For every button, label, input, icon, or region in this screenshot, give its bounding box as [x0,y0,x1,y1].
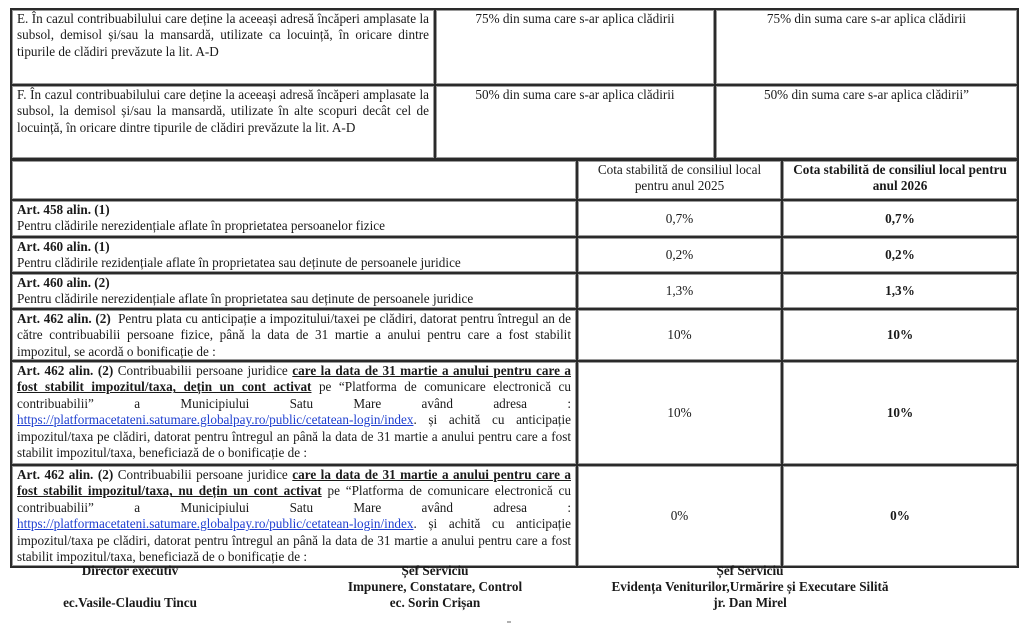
table-row [11,200,1018,237]
article-text-mid: pe “Platforma de comunicare electronică cu contribuabilii” a Municipiului Satu Mare având adresa : [17,379,572,411]
table-header-row [11,160,1018,200]
signature-name: ec. Sorin Crișan [389,595,481,610]
table-row-e [11,9,1018,85]
platform-link[interactable]: https://platformacetateni.satumare.globalpay.ro/public/cetatean-login/index [17,412,414,428]
article-ref: Art. 462 alin. (2) [17,363,114,379]
row-description [11,309,577,361]
article-ref: Art. 462 alin. (2) [17,310,111,326]
article-ref: Art. 460 alin. (1) [17,239,110,254]
row-e-label: E. În cazul contribuabilului care deține la aceeași adresă încăperi amplasate la subsol, demisol și/sau la mansardă, utilizate ca locuință, în oricare dintre tipurile de clădiri prevăzute la lit. A-D [11,9,435,85]
header-2025: Cota stabilită de consiliul local pentru anul 2025 [577,160,782,200]
signature-department: Impunere, Constatare, Control [347,579,523,594]
article-text: Pentru clădirile nerezidențiale aflate în proprietatea sau deținute de persoanele juridice [17,291,474,307]
row-description [11,273,577,309]
signature-title: Director executiv [81,563,179,578]
signature-department: Evidența Veniturilor,Urmărire și Executare Silită [611,579,889,594]
table-row [11,309,1018,361]
signature-director [40,563,220,611]
table-row [11,361,1018,465]
value-2026: 1,3% [782,273,1018,309]
signature-title: Șef Serviciu [401,563,469,578]
signature-name: jr. Dan Mirel [713,595,787,610]
value-2026: 0,2% [782,237,1018,273]
signature-sef-evidenta [560,563,940,611]
row-f-value-2026: 50% din suma care s-ar aplica clădirii” [715,85,1018,159]
value-2025: 0% [577,465,782,567]
value-2025: 10% [577,309,782,361]
row-f-value-2025: 50% din suma care s-ar aplica clădirii [435,85,715,159]
article-text-emphasis: care la data de 31 martie a anului pentru care a fost stabilit impozitul/taxa, nu dețin un cont activat [17,467,571,499]
row-description [11,465,577,567]
article-ref: Art. 458 alin. (1) [17,202,110,217]
row-e-value-2025: 75% din suma care s-ar aplica clădirii [435,9,715,85]
article-ref: Art. 460 alin. (2) [17,275,110,290]
signature-name: ec.Vasile-Claudiu Tincu [63,595,197,610]
value-2025: 1,3% [577,273,782,309]
tax-rate-table-container [10,8,1017,568]
tax-rate-table-top [10,8,1019,160]
platform-link[interactable]: https://platformacetateni.satumare.globalpay.ro/public/cetatean-login/index [17,516,414,532]
table-row [11,273,1018,309]
row-description [11,237,577,273]
table-row [11,465,1018,567]
header-empty-cell [11,160,577,200]
article-text: Pentru clădirile rezidențiale aflate în proprietatea sau deținute de persoanele juridice [17,255,461,271]
signature-title: Șef Serviciu [716,563,784,578]
article-text-mid: pe “Platforma de comunicare electronică cu contribuabilii” a Municipiului Satu Mare având adresa : [17,483,571,515]
article-text-emphasis: care la data de 31 martie a anului pentru care a fost stabilit impozitul/taxa, dețin un cont activat [17,363,571,395]
article-text: Pentru plata cu anticipație a impozitului/taxei pe clădiri, datorat pentru întregul an de către contribuabilii persoane fizice, până la data de 31 martie a anului pentru care a fost stabilit impozitul, se acordă o bonificație de : [17,310,575,359]
article-text-post: . și achită cu anticipație impozitul/taxa pe clădiri, datorat pentru întregul an până la data de 31 martie a anului pentru care a fost stabilit impozitul/taxa, beneficiază de o bonificație de : [17,412,571,461]
signature-sef-impunere [310,563,560,611]
row-description [11,200,577,237]
article-ref: Art. 462 alin. (2) [17,467,114,483]
article-text-post: . și achită cu anticipație impozitul/taxa pe clădiri, datorat pentru întregul an până la data de 31 martie a anului pentru care a fost stabilit impozitul/taxa, beneficiază de o bonificație de : [17,516,571,565]
row-e-value-2026: 75% din suma care s-ar aplica clădirii [715,9,1018,85]
article-text-pre: Contribuabilii persoane juridice [113,467,293,483]
value-2026: 10% [782,309,1018,361]
article-text-pre: Contribuabilii persoane juridice [113,363,293,379]
header-2026: Cota stabilită de consiliul local pentru anul 2026 [782,160,1018,200]
tax-rate-table-main [10,160,1019,568]
value-2025: 0,7% [577,200,782,237]
table-row [11,237,1018,273]
value-2025: 10% [577,361,782,465]
row-f-label: F. În cazul contribuabilului care deține la aceeași adresă încăperi amplasate la subsol, la demisol și/sau la mansardă, utilizate în alte scopuri decât cel de locuință, în oricare dintre tipurile de clădiri prevăzute la lit. A-D [11,85,435,159]
value-2026: 0% [782,465,1018,567]
row-description [11,361,577,465]
value-2026: 0,7% [782,200,1018,237]
table-row-f [11,85,1018,159]
scan-artifact-mark [507,621,511,623]
article-text: Pentru clădirile nerezidențiale aflate în proprietatea persoanelor fizice [17,218,385,234]
value-2026: 10% [782,361,1018,465]
value-2025: 0,2% [577,237,782,273]
